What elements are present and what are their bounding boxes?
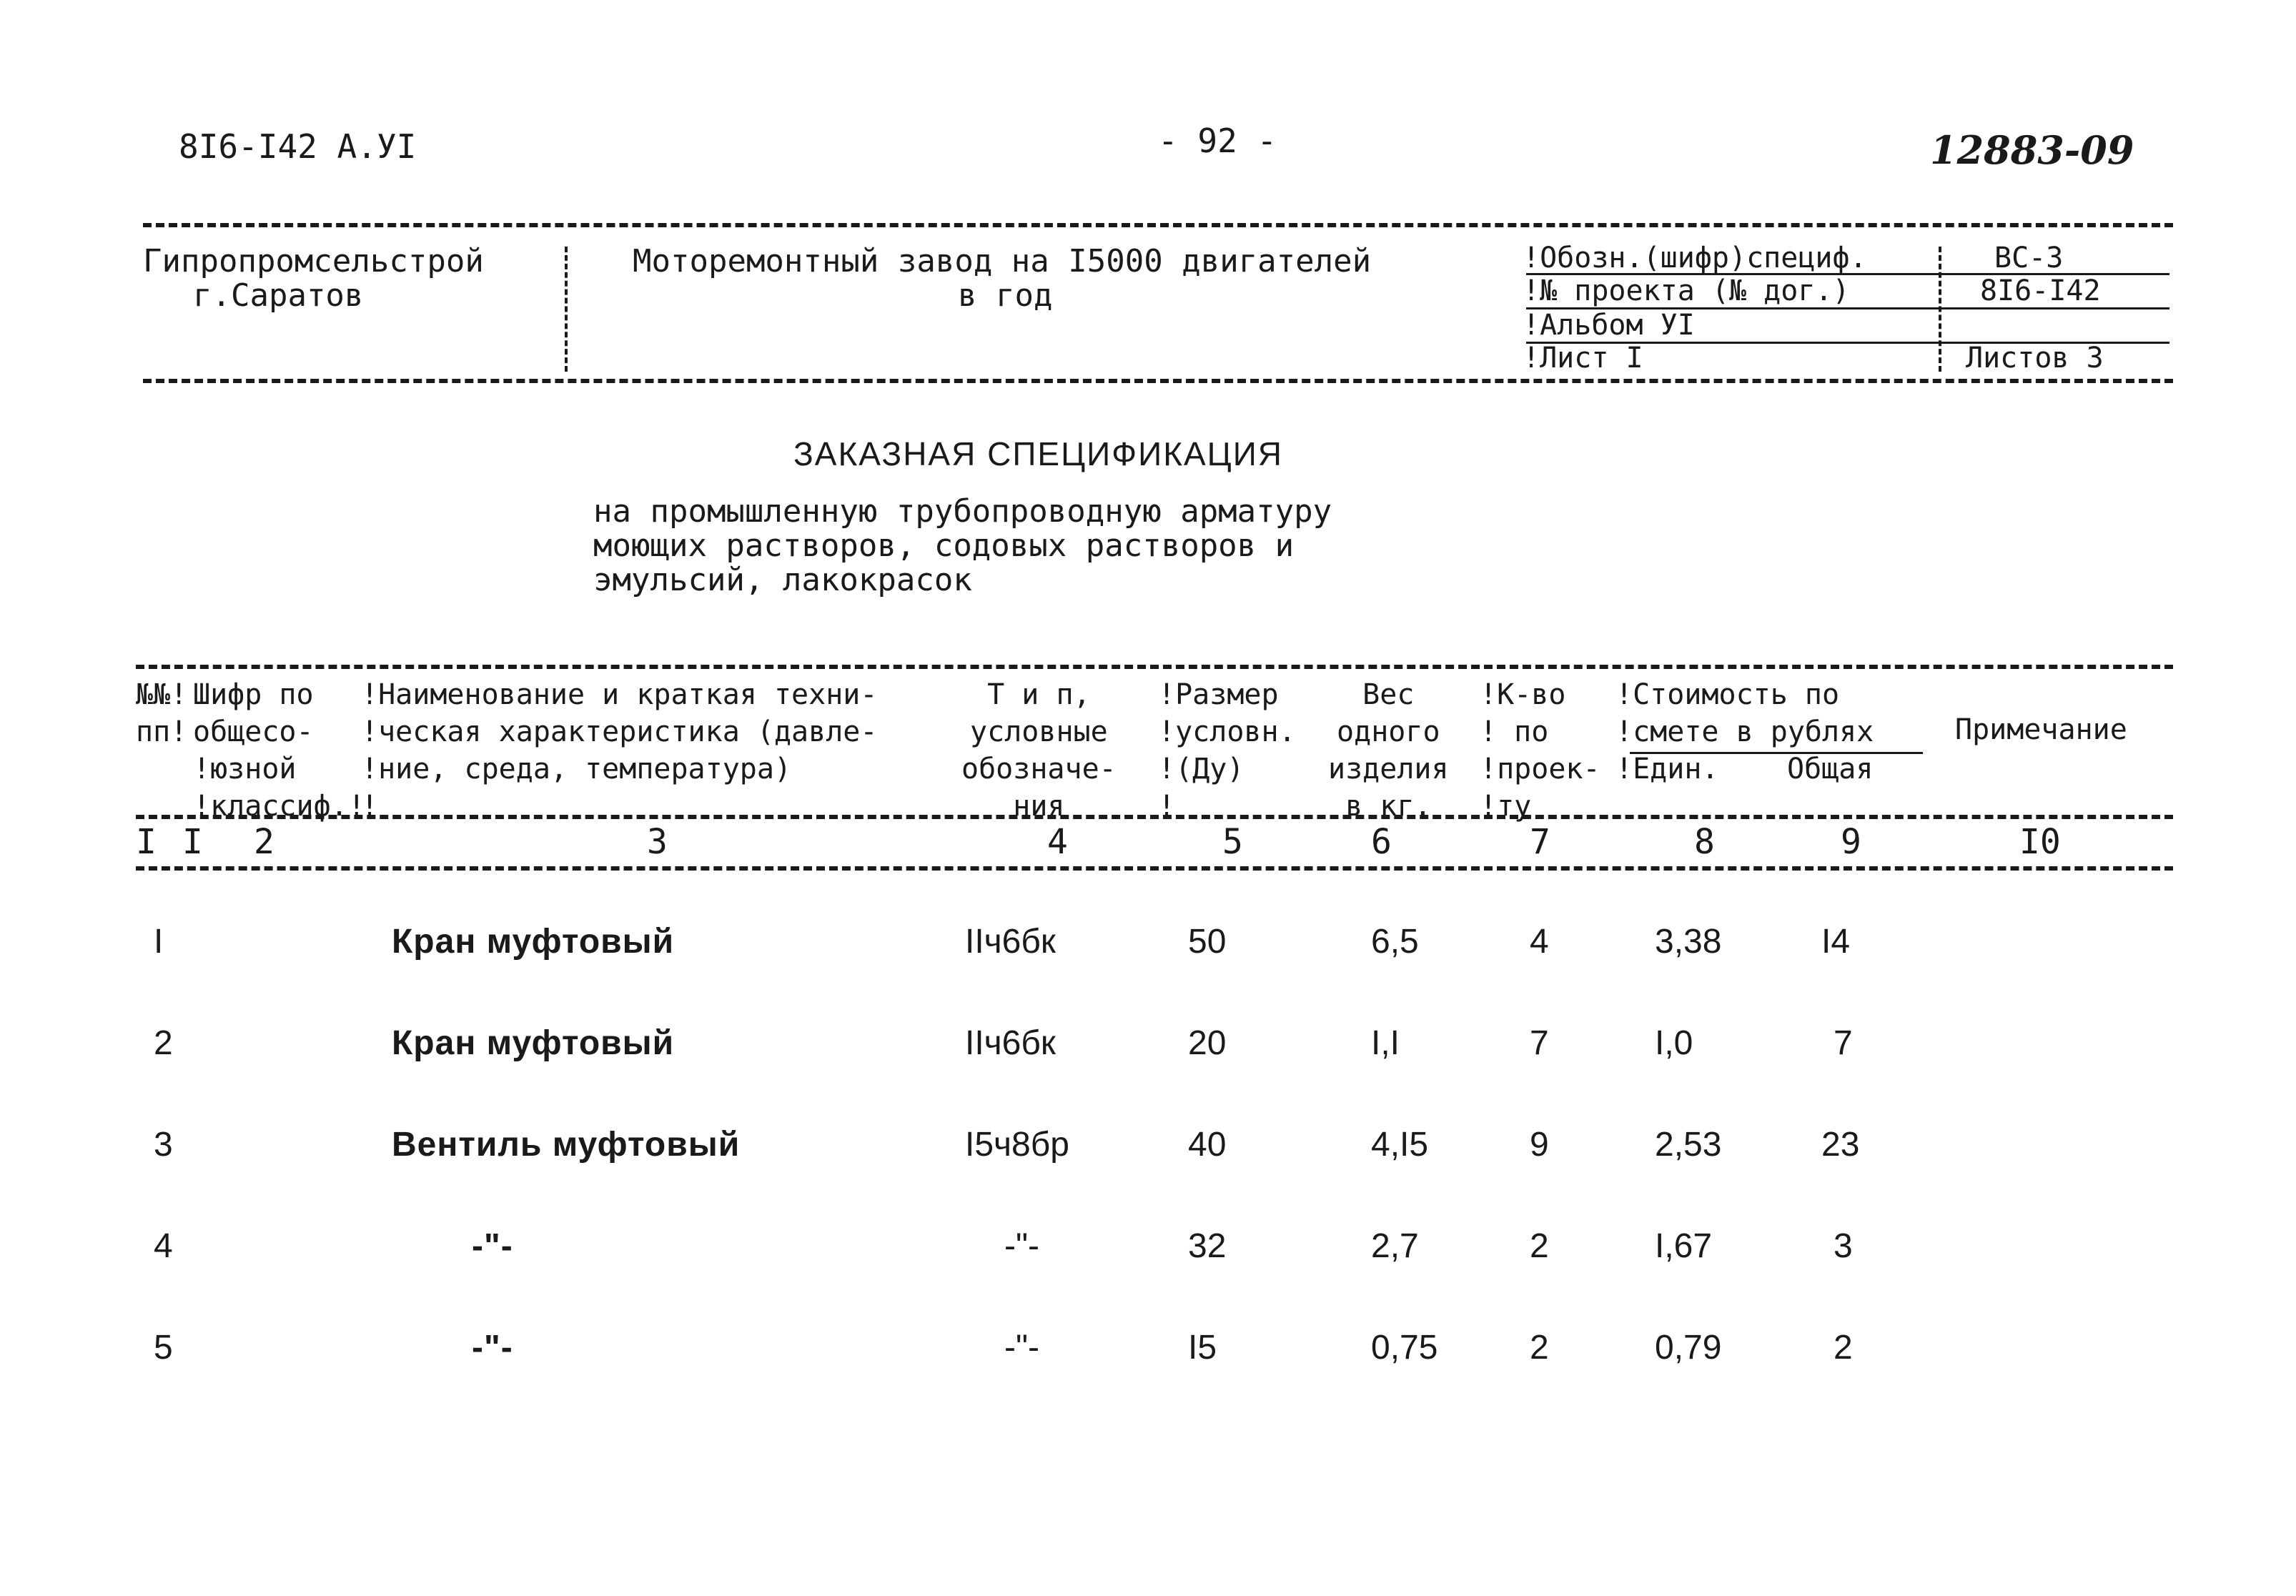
header-col-notes: Примечание [1955,713,2127,746]
spec-code-label: !Обозн.(шифр)специф. [1523,242,1867,274]
album-label: !Альбом УI [1523,309,1695,342]
header-top-rule [136,665,2173,669]
item-total-cost: 23 [1821,1126,1860,1164]
item-unit-cost: 0,79 [1655,1329,1722,1367]
column-number-8: 8 [1694,822,1715,862]
item-weight: 0,75 [1371,1329,1438,1367]
item-name: Кран муфтовый [392,1024,675,1062]
row-number: 5 [154,1329,173,1367]
column-number-9: 9 [1841,822,1861,862]
project-title-line2: в год [958,277,1053,314]
stamp-top-rule [143,223,2173,227]
column-number-7: 7 [1530,822,1550,862]
item-size: 50 [1188,923,1227,961]
item-type: IIч6бк [965,1024,1056,1062]
stamp-divider-2 [1939,247,1941,372]
item-size: 20 [1188,1024,1227,1062]
item-unit-cost: 2,53 [1655,1126,1722,1164]
row-number: I [154,923,164,961]
item-name: Кран муфтовый [392,923,675,961]
item-type: -"- [1004,1227,1040,1265]
sheet-label: !Лист I [1523,342,1643,375]
stamp-divider-1 [565,247,568,372]
item-unit-cost: I,67 [1655,1227,1713,1265]
column-number-5: 5 [1222,822,1243,862]
item-type: IIч6бк [965,923,1056,961]
header-col-type: Т и п, условные обозначе- ния [961,678,1117,823]
cost-subheader-rule [1630,752,1923,754]
header-col-name: !Наименование и краткая техни- !ческая характеристика (давле- !ние, среда, температура) ! [361,678,878,823]
header-bottom-rule [136,866,2173,871]
item-quantity: 2 [1530,1329,1549,1367]
item-total-cost: I4 [1821,923,1851,961]
sheets-total: Листов 3 [1966,342,2104,375]
item-quantity: 7 [1530,1024,1549,1062]
header-col-classifier: Шифр по общесо- !юзной !классиф.! [193,678,365,823]
project-number-value: 8I6-I42 [1980,274,2101,307]
header-mid-rule [136,815,2173,819]
item-quantity: 4 [1530,923,1549,961]
item-unit-cost: 3,38 [1655,923,1722,961]
item-weight: 6,5 [1371,923,1419,961]
document-code: 8I6-I42 А.УI [179,127,417,166]
header-col-cost: !Стоимость по !смете в рублях !Един. Общая [1615,676,1874,788]
item-quantity: 2 [1530,1227,1549,1265]
header-col-size: !Размер !условн. !(Ду) ! [1158,678,1296,823]
column-number-2: 2 [254,822,274,862]
page-number: - 92 - [1158,122,1277,160]
item-total-cost: 7 [1834,1024,1853,1062]
item-name: -"- [472,1227,513,1265]
item-weight: 4,I5 [1371,1126,1429,1164]
row-number: 4 [154,1227,173,1265]
item-quantity: 9 [1530,1126,1549,1164]
item-size: 40 [1188,1126,1227,1164]
item-type: I5ч8бр [965,1126,1069,1164]
document-heading: ЗАКАЗНАЯ СПЕЦИФИКАЦИЯ [793,435,1283,472]
org-name: Гипропромсельстрой [143,243,484,279]
project-title: Моторемонтный завод на I5000 двигателей [633,243,1372,279]
item-weight: 2,7 [1371,1227,1419,1265]
org-city: г.Саратов [193,277,364,314]
item-total-cost: 3 [1834,1227,1853,1265]
spec-code-value: ВС-3 [1994,242,2064,274]
stamp-bottom-rule [143,379,2173,383]
inventory-number: 12883-09 [1930,127,2134,173]
project-number-label: !№ проекта (№ дог.) [1523,274,1850,307]
item-name: Вентиль муфтовый [392,1126,741,1164]
subtitle-line-1: на промышленную трубопроводную арматуру [593,493,1332,530]
header-col-quantity: !К-во ! по !проек- !ту [1480,678,1600,823]
item-unit-cost: I,0 [1655,1024,1693,1062]
item-name: -"- [472,1329,513,1367]
header-col-number: №№! пп! [136,678,188,748]
item-size: 32 [1188,1227,1227,1265]
column-number-1b: I [182,822,203,862]
column-number-10: I0 [2019,822,2061,862]
header-col-unit-cost: !Един. [1615,753,1719,785]
column-number-3: 3 [647,822,668,862]
item-total-cost: 2 [1834,1329,1853,1367]
column-number-6: 6 [1371,822,1392,862]
header-col-weight: Вес одного изделия в кг. [1328,678,1449,823]
item-weight: I,I [1371,1024,1400,1062]
item-size: I5 [1188,1329,1217,1367]
item-type: -"- [1004,1329,1040,1367]
row-number: 2 [154,1024,173,1062]
column-number-1a: I [136,822,157,862]
subtitle-line-3: эмульсий, лакокрасок [593,562,972,598]
subtitle-line-2: моющих растворов, содовых растворов и [593,527,1295,564]
column-number-4: 4 [1047,822,1068,862]
row-number: 3 [154,1126,173,1164]
header-col-total-cost: Общая [1787,753,1874,785]
